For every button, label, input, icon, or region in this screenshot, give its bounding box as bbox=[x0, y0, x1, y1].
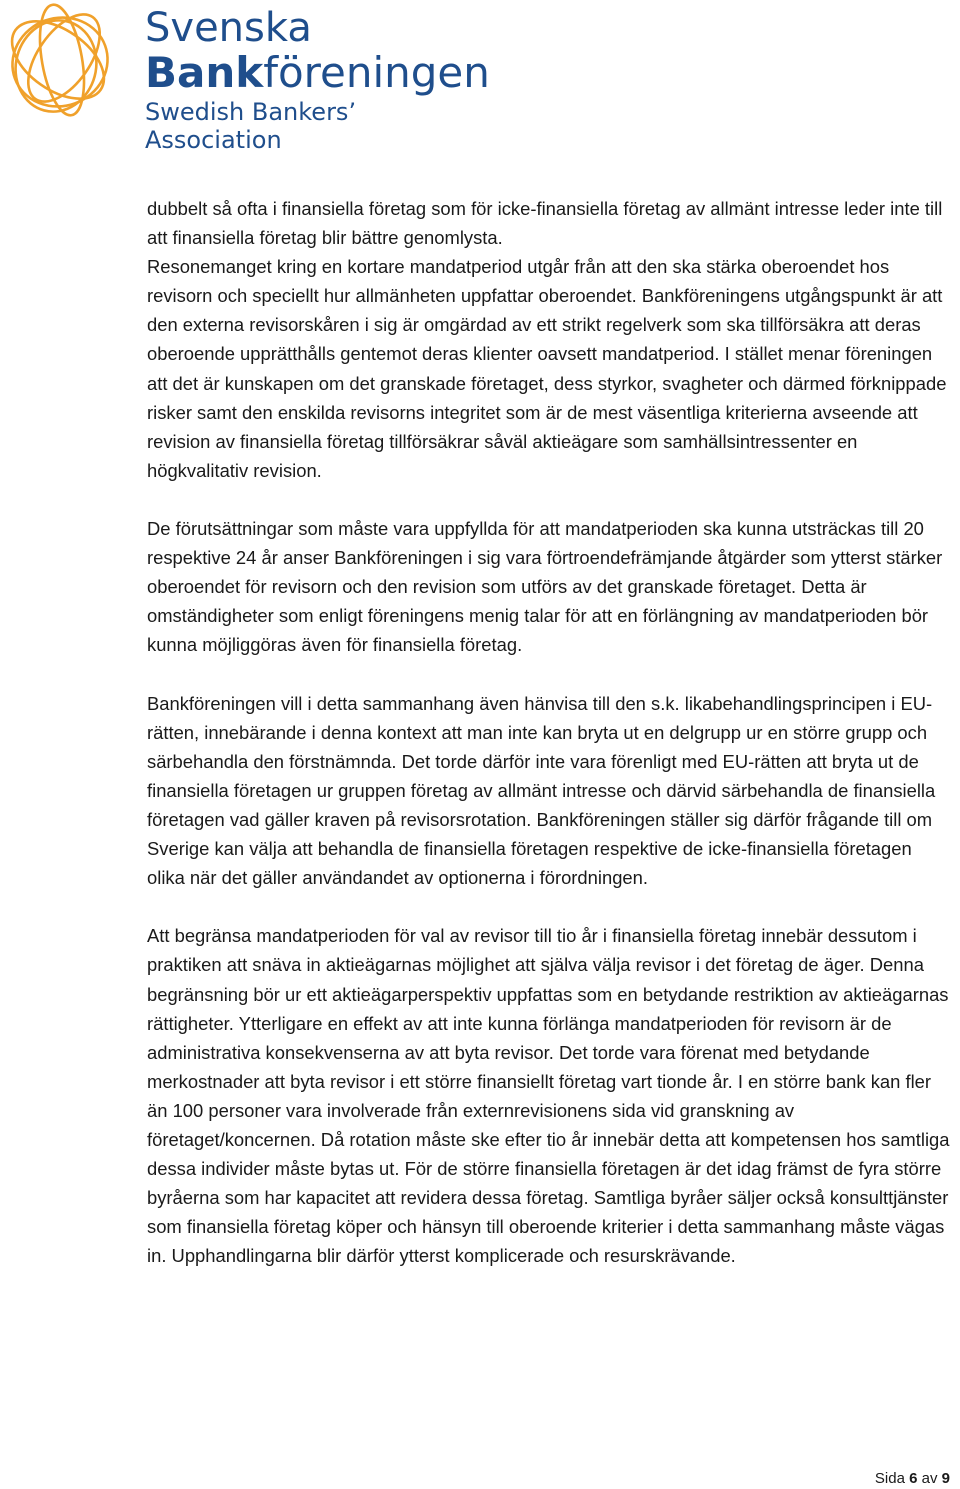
paragraph-4: Bankföreningen vill i detta sammanhang även hänvisa till den s.k. likabehandlingsprincipen i EU-rätten, innebärande i denna kontext att man inte kan bryta ut en delgrupp ur en större grupp och särbehandla den förstnämnda. Det torde därför inte vara förenligt med EU-rätten att bryta ut de finansiella företagen ur gruppen företag av allmänt intresse och därvid särbehandla de finansiella företagen vad gäller kraven på revisorsrotation. Bankföreningen ställer sig därför frågande till om Sverige kan välja att behandla de finansiella företagen respektive de icke-finansiella företagen olika när det gäller användandet av optionerna i förordningen. bbox=[147, 692, 936, 889]
page-number bbox=[875, 1470, 950, 1488]
logo-wordmark bbox=[145, 5, 490, 154]
total-pages: 9 bbox=[941, 1470, 950, 1487]
paragraph-2: Resonemanget kring en kortare mandatperiod utgår från att den ska stärka oberoendet hos revisorn och speciellt hur allmänheten uppfattar oberoendet. Bankföreningens utgångspunkt är att den externa revisorskåren i sig är omgärdad av ett strikt regelverk som ska tillförsäkra att deras oberoende upprätthålls gentemot deras klienter oavsett mandatperiod. I stället menar föreningen att det är kunskapen om det granskade företaget, dess styrkor, svagheter och därmed förknippade risker samt den enskilda revisorns integritet som är de mest väsentliga kriterierna avseende att revision av finansiella företag tillförsäkrar såväl aktieägare som samhällsintressenter en högkvalitativ revision. bbox=[147, 256, 947, 481]
paragraph-5: Att begränsa mandatperioden för val av revisor till tio år i finansiella företag innebär dessutom i praktiken att snäva in aktieägarnas möjlighet att själva välja revisor i det företag de äger. Denna begränsning bör ur ett aktieägarperspektiv uppfattas som en betydande restriktion av aktieägarnas rättigheter. Ytterligare en effekt av att inte kunna förlänga mandatperioden för revisorn är de administrativa konsekvenserna av att byta revisor. Det torde vara förenat med betydande merkostnader att byta revisor i ett större finansiellt företag vart tionde år. I en större bank kan fler än 100 personer vara involverade från externrevisionens sida vid granskning av företaget/koncernen. Då rotation måste ske efter tio år innebär detta att kompetensen hos samtliga dessa individer måste bytas ut. För de större finansiella företagen är det idag främst de fyra större byråerna som har kapacitet att revidera dessa företag. Samtliga byråer säljer också konsulttjänster som finansiella företag köper och hänsyn till oberoende kriterier i detta sammanhang måste vägas in. Upphandlingarna blir därför ytterst komplicerade och resurskrävande. bbox=[147, 925, 950, 1267]
paragraph-3: De förutsättningar som måste vara uppfyllda för att mandatperioden ska kunna utsträckas till 20 respektive 24 år anser Bankföreningen i sig vara förtroendefrämjande åtgärder som ytterst stärker oberoendet för revisorn och den revision som utförs av det granskade företaget. Detta är omständigheter som enligt föreningens menig talar för att en förlängning av mandatperioden bör kunna möjliggöras även för finansiella företag. bbox=[147, 518, 943, 656]
logo-bank-rest: föreningen bbox=[263, 48, 490, 97]
document-body bbox=[147, 194, 952, 1300]
paragraph-1: dubbelt så ofta i finansiella företag som för icke-finansiella företag av allmänt intresse leder inte till att finansiella företag blir bättre genomlysta. bbox=[147, 198, 943, 249]
interlocking-rings-icon bbox=[0, 0, 140, 130]
page-prefix: Sida bbox=[874, 1470, 910, 1487]
logo-line-svenska: Svenska bbox=[145, 5, 312, 51]
logo-bank-strong: Bank bbox=[145, 48, 264, 97]
current-page: 6 bbox=[909, 1470, 918, 1487]
logo-line-bankforeningen bbox=[145, 50, 490, 96]
page-middle: av bbox=[917, 1470, 942, 1487]
bankforeningen-logo bbox=[0, 0, 490, 154]
logo-line-english: Swedish Bankers’ Association bbox=[145, 98, 357, 154]
